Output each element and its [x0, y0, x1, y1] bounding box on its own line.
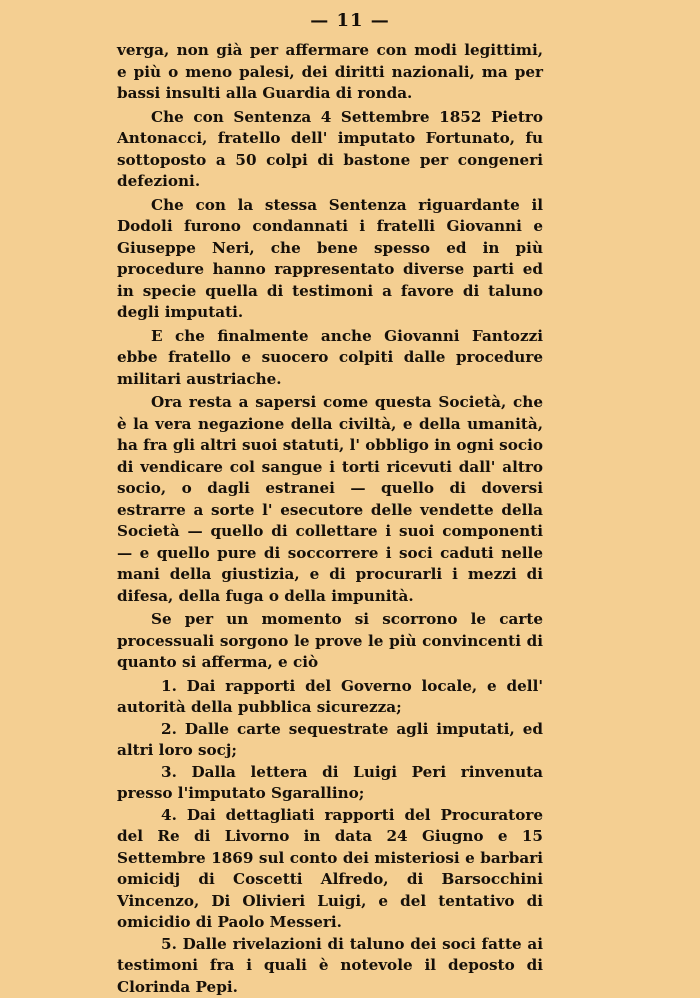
paragraph-carte-processuali: Se per un momento si scorrono le carte processuali sorgono le prove le più convincenti di quanto si afferma, e ciò [117, 609, 543, 674]
paragraph-societa: Ora resta a sapersi come questa Società, che è la vera negazione della civiltà, e della umanità, ha fra gli altri suoi statuti, l' obbligo in ogni socio di vendicare col sangue i torti ricevuti dall' altro socio, o dagli estranei — quello di doversi estrarre a sorte l' esecutore delle vendette della Società — quello di collettare i suoi componenti — e quello pure di soccorrere i soci caduti nelle mani della giustizia, e di procurarli i mezzi di difesa, della fuga o della impunità. [117, 392, 543, 607]
list-item-3: 3. Dalla lettera di Luigi Peri rinvenuta presso l'imputato Sgarallino; [117, 762, 543, 805]
paragraph-antonacci: Che con Sentenza 4 Settembre 1852 Pietro Antonacci, fratello dell' imputato Fortunato, fu sottoposto a 50 colpi di bastone per congeneri defezioni. [117, 107, 543, 193]
body-text [117, 40, 543, 998]
list-item-5: 5. Dalle rivelazioni di taluno dei soci fatte ai testimoni fra i quali è notevole il deposto di Clorinda Pepi. [117, 934, 543, 998]
list-item-2: 2. Dalle carte sequestrate agli imputati, ed altri loro socj; [117, 719, 543, 762]
paragraph-fantozzi: E che finalmente anche Giovanni Fantozzi ebbe fratello e suocero colpiti dalle procedure militari austriache. [117, 326, 543, 391]
paragraph-continuation: verga, non già per affermare con modi legittimi, e più o meno palesi, dei diritti nazionali, ma per bassi insulti alla Guardia di ronda. [117, 40, 543, 105]
list-item-4: 4. Dai dettagliati rapporti del Procuratore del Re di Livorno in data 24 Giugno e 15 Settembre 1869 sul conto dei misteriosi e barbari omicidj di Coscetti Alfredo, di Barsocchini Vincenzo, Di Olivieri Luigi, e del tentativo di omicidio di Paolo Messeri. [117, 805, 543, 934]
paragraph-neri: Che con la stessa Sentenza riguardante il Dodoli furono condannati i fratelli Giovanni e Giuseppe Neri, che bene spesso ed in più procedure hanno rappresentato diverse parti ed in specie quella di testimoni a favore di taluno degli imputati. [117, 195, 543, 324]
page-number: — 11 — [0, 10, 700, 31]
list-item-1: 1. Dai rapporti del Governo locale, e dell' autorità della pubblica sicurezza; [117, 676, 543, 719]
